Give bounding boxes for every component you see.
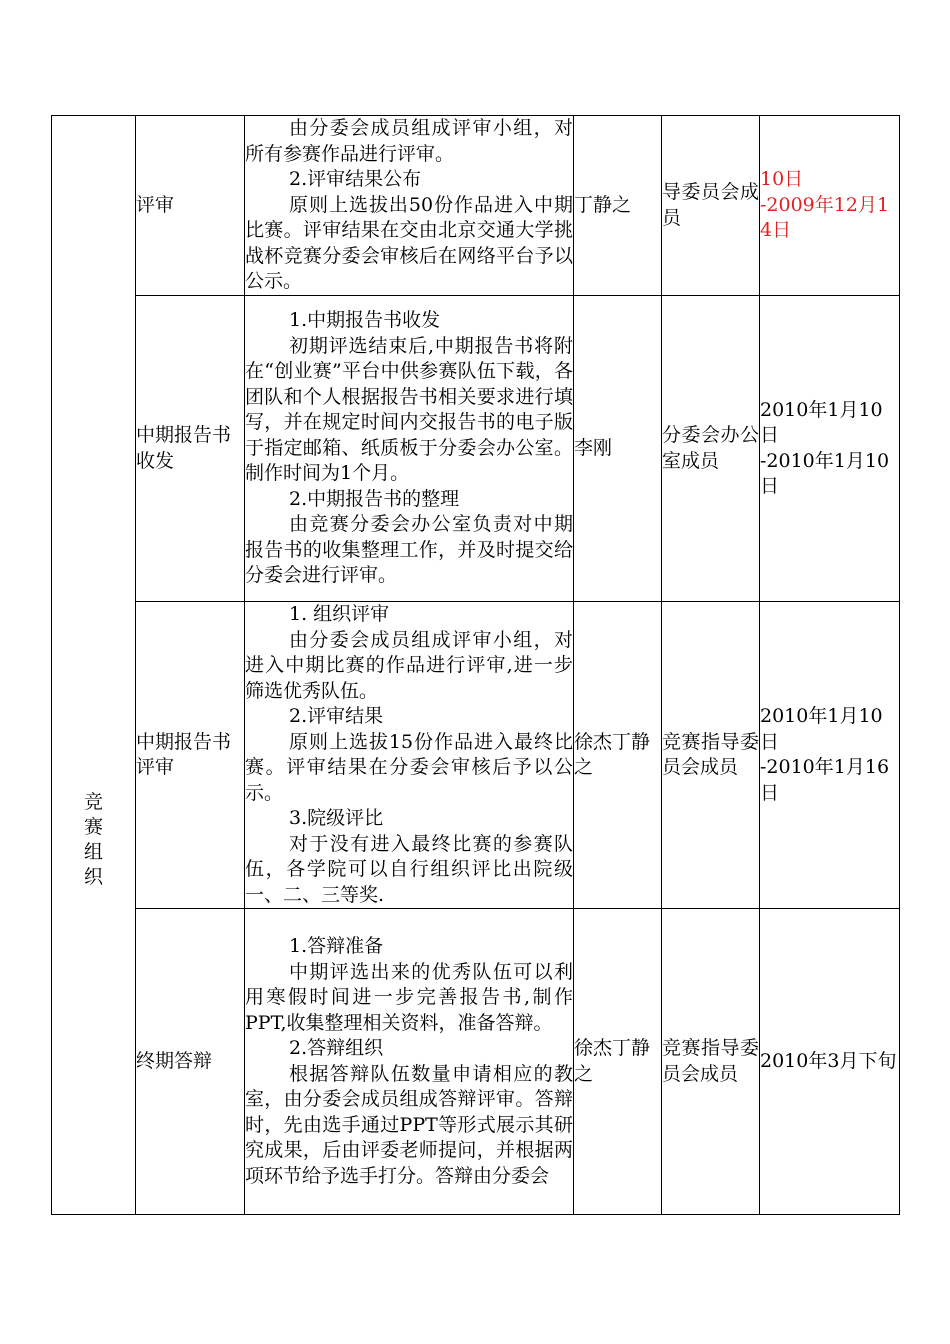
time-line: 2010年1月10日 <box>760 398 883 446</box>
person-name: 徐杰丁静之 <box>574 1037 651 1085</box>
time-cell <box>760 116 900 296</box>
description-heading: 3.院级评比 <box>289 807 384 829</box>
time-line: 2010年1月10日 <box>760 705 883 753</box>
time-line: -2010年1月10日 <box>760 449 890 497</box>
description-heading: 1. 组织评审 <box>289 603 390 625</box>
task-name: 中期报告书收发 <box>136 424 232 472</box>
task-name: 终期答辩 <box>136 1049 213 1072</box>
time-cell <box>760 602 900 909</box>
task-name: 中期报告书评审 <box>136 730 232 778</box>
description-cell <box>245 296 574 602</box>
time-line: -2010年1月16日 <box>760 756 890 804</box>
role-cell <box>662 909 760 1215</box>
description-paragraph: 由竞赛分委会办公室负责对中期报告书的收集整理工作，并及时提交给分委会进行评审。 <box>245 513 573 587</box>
description-cell <box>245 602 574 909</box>
table-row <box>52 909 900 1215</box>
description-heading: 2.评审结果 <box>289 705 384 727</box>
person-name: 李刚 <box>574 436 613 459</box>
description-cell <box>245 909 574 1215</box>
role-cell <box>662 116 760 296</box>
table-row <box>52 602 900 909</box>
person-name: 徐杰丁静之 <box>574 730 651 778</box>
person-cell <box>574 602 662 909</box>
task-cell <box>136 296 245 602</box>
description-cell <box>245 116 574 296</box>
time-line: 2010年3月下旬 <box>760 1049 897 1072</box>
time-line: 10日 <box>760 168 804 191</box>
description-paragraph: 由分委会成员组成评审小组，对所有参赛作品进行评审。 <box>245 117 573 165</box>
description-heading: 2.中期报告书的整理 <box>289 487 460 510</box>
description-paragraph: 对于没有进入最终比赛的参赛队伍，各学院可以自行组织评比出院级一、二、三等奖. <box>245 832 573 906</box>
task-cell <box>136 116 245 296</box>
role-cell <box>662 296 760 602</box>
task-cell <box>136 909 245 1215</box>
description-paragraph: 中期评选出来的优秀队伍可以利用寒假时间进一步完善报告书,制作PPT,收集整理相关资料，准备答辩。 <box>245 960 573 1034</box>
role-text: 分委会办公室成员 <box>662 424 759 472</box>
table-row <box>52 296 900 602</box>
time-cell <box>760 909 900 1215</box>
description-heading: 1.中期报告书收发 <box>289 309 441 332</box>
description-paragraph: 原则上选拔出50份作品进入中期比赛。评审结果在交由北京交通大学挑战杯竞赛分委会审核后在网络平台予以公示。 <box>245 193 573 293</box>
person-cell <box>574 909 662 1215</box>
role-text: 竞赛指导委员会成员 <box>662 1037 759 1085</box>
section-label: 竞赛组织 <box>83 790 103 888</box>
description-paragraph: 根据答辩队伍数量申请相应的教室，由分委会成员组成答辩评审。答辩时，先由选手通过PPT等形式展示其研究成果，后由评委老师提问，并根据两项环节给予选手打分。答辩由分委会 <box>245 1062 573 1187</box>
person-cell <box>574 296 662 602</box>
person-cell <box>574 116 662 296</box>
task-cell <box>136 602 245 909</box>
role-text: 导委员会成员 <box>662 181 759 229</box>
description-paragraph: 由分委会成员组成评审小组，对进入中期比赛的作品进行评审,进一步筛选优秀队伍。 <box>245 628 573 702</box>
description-heading: 2.评审结果公布 <box>289 168 422 191</box>
person-name: 丁静之 <box>574 193 632 216</box>
description-paragraph: 原则上选拔15份作品进入最终比赛。评审结果在分委会审核后予以公示。 <box>245 730 573 804</box>
description-heading: 2.答辩组织 <box>289 1037 384 1059</box>
section-label-cell <box>52 116 136 1215</box>
table-row <box>52 116 900 296</box>
schedule-table <box>51 115 900 1215</box>
description-paragraph: 初期评选结束后,中期报告书将附在“创业赛”平台中供参赛队伍下载，各团队和个人根据报告书相关要求进行填写，并在规定时间内交报告书的电子版于指定邮箱、纸质板于分委会办公室。制作时间为1个月。 <box>245 334 573 485</box>
role-cell <box>662 602 760 909</box>
description-heading: 1.答辩准备 <box>289 935 384 957</box>
task-name: 评审 <box>136 193 175 216</box>
role-text: 竞赛指导委员会成员 <box>662 730 759 778</box>
time-line: -2009年12月14日 <box>760 193 890 242</box>
time-cell <box>760 296 900 602</box>
